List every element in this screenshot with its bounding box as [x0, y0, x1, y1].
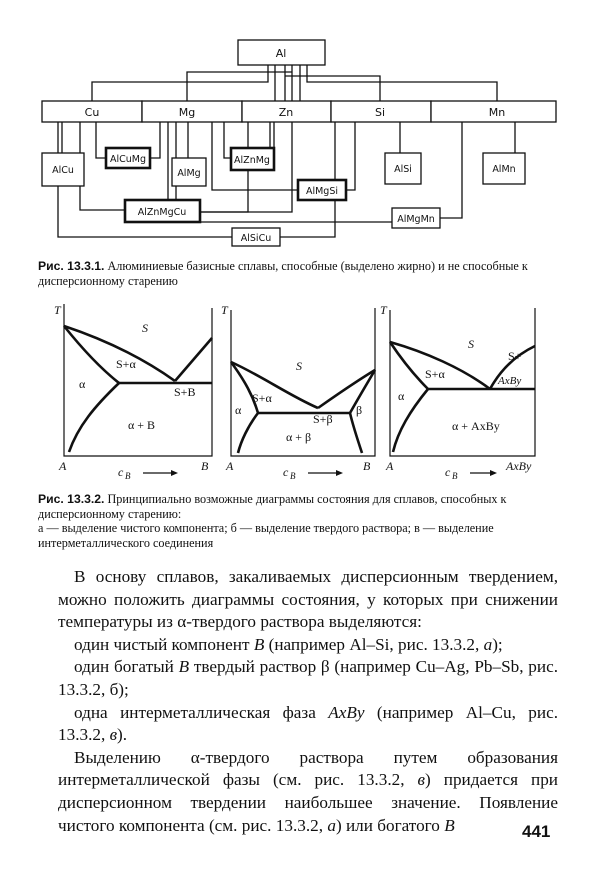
alloy-almgmn-label: AlMgMn: [397, 214, 435, 225]
diagram-b-alpha-label: α: [235, 403, 242, 417]
body-text: [58, 566, 558, 837]
diagram-b-cb-label: c: [283, 465, 289, 479]
alloy-alznmgcu-label: AlZnMgCu: [137, 207, 187, 218]
phase-diagram-b: [221, 303, 375, 481]
alloy-almgsi-label: AlMgSi: [305, 186, 339, 197]
element-si-label: Si: [374, 106, 386, 119]
alloy-almn-label: AlMn: [492, 164, 516, 175]
diagram-b-b-label: B: [363, 459, 371, 473]
diagram-c-right-label: AxBy: [506, 459, 532, 473]
paragraph-3: один богатый B твердый раствор β (например Cu–Ag, Pb–Sb, рис. 13.3.2, б);: [58, 657, 558, 699]
diagram-a-s-b-label: S+B: [174, 385, 196, 399]
diagram-b-s-label: S: [296, 359, 302, 373]
alloy-alcumg-label: AlCuMg: [109, 154, 147, 165]
figure-2-caption-legend: а — выделение чистого компонента; б — выделение твердого раствора; в — выделение интерметаллического соединения: [38, 521, 494, 550]
diagram-a-alpha-label: α: [79, 377, 86, 391]
figure-2-caption-text: Принципиально возможные диаграммы состояния для сплавов, способных к дисперсионному старению:: [38, 492, 507, 521]
diagram-b-a-label: A: [226, 459, 234, 473]
diagram-c-cb-label: c: [445, 465, 451, 479]
diagram-b-s-alpha-label: S+α: [252, 391, 272, 405]
diagram-b-beta-label: β: [356, 403, 363, 417]
diagram-a-t-label: T: [54, 303, 61, 317]
diagram-a-s-alpha-label: S+α: [116, 357, 136, 371]
diagram-a-a-label: A: [59, 459, 67, 473]
figure-1-caption-text: Алюминиевые базисные сплавы, способные (выделено жирно) и не способные к дисперсионному старению: [38, 259, 528, 288]
diagram-a-cb-sub: B: [125, 471, 131, 481]
alloy-alznmg-label: AlZnMg: [234, 155, 270, 166]
element-mg-label: Mg: [178, 106, 196, 119]
phase-diagram-a: [54, 303, 212, 481]
diagram-c-axby-label: AxBy: [498, 375, 522, 387]
diagram-a-cb-label: c: [118, 465, 124, 479]
diagram-c-s-alpha-label: S+α: [425, 367, 445, 381]
diagram-a-b-label: B: [201, 459, 209, 473]
root-al-label: Al: [275, 47, 287, 60]
alloy-alcu-label: AlCu: [52, 165, 74, 176]
diagram-c-t-label: T: [380, 303, 387, 317]
figure-1-number: Рис. 13.3.1.: [38, 259, 105, 273]
element-mn-label: Mn: [488, 106, 506, 119]
diagram-c-alpha-label: α: [398, 389, 405, 403]
diagram-c-s-label: S: [468, 337, 474, 351]
alloy-tree-diagram: [0, 0, 600, 255]
element-cu-label: Cu: [84, 106, 100, 119]
diagram-c-alpha-axby-label: α + AxBy: [452, 419, 500, 433]
alloy-alsicu-label: AlSiCu: [240, 233, 272, 244]
element-zn-label: Zn: [278, 106, 294, 119]
figure-1-caption: [38, 259, 568, 288]
paragraph-1: В основу сплавов, закаливаемых дисперсионным твердением, можно положить диаграммы состояния, у которых при снижении температуры из α-твердого раствора выделяются:: [58, 567, 558, 632]
diagram-c-a-label: A: [386, 459, 394, 473]
paragraph-2: один чистый компонент B (например Al–Si, рис. 13.3.2, а);: [74, 634, 503, 654]
phase-diagram-c: [380, 303, 535, 481]
diagram-c-cb-sub: B: [452, 471, 458, 481]
paragraph-5: Выделению α-твердого раствора путем образования интерметаллической фазы (см. рис. 13.3.2, в) придается при дисперсионном твердении наибольшее значение. Появление чистого компонента (см. рис. 13.3.2, а) или богатого B: [58, 747, 558, 835]
diagram-c-s-plus-label: S+: [508, 349, 522, 363]
alloy-alsi-label: AlSi: [394, 164, 412, 175]
figure-2-caption: [38, 492, 568, 550]
diagram-b-cb-sub: B: [290, 471, 296, 481]
page-number: 441: [522, 822, 551, 841]
diagram-b-t-label: T: [221, 303, 228, 317]
figure-2-number: Рис. 13.3.2.: [38, 492, 105, 506]
alloy-almg-label: AlMg: [177, 168, 201, 179]
diagram-b-s-beta-label: S+β: [313, 412, 333, 426]
diagram-a-alpha-b-label: α + B: [128, 418, 156, 432]
diagram-b-alpha-beta-label: α + β: [286, 430, 312, 444]
paragraph-4: одна интерметаллическая фаза AxBy (например Al–Cu, рис. 13.3.2, в).: [58, 702, 558, 745]
diagram-a-s-label: S: [142, 321, 148, 335]
phase-diagrams: [0, 296, 600, 486]
